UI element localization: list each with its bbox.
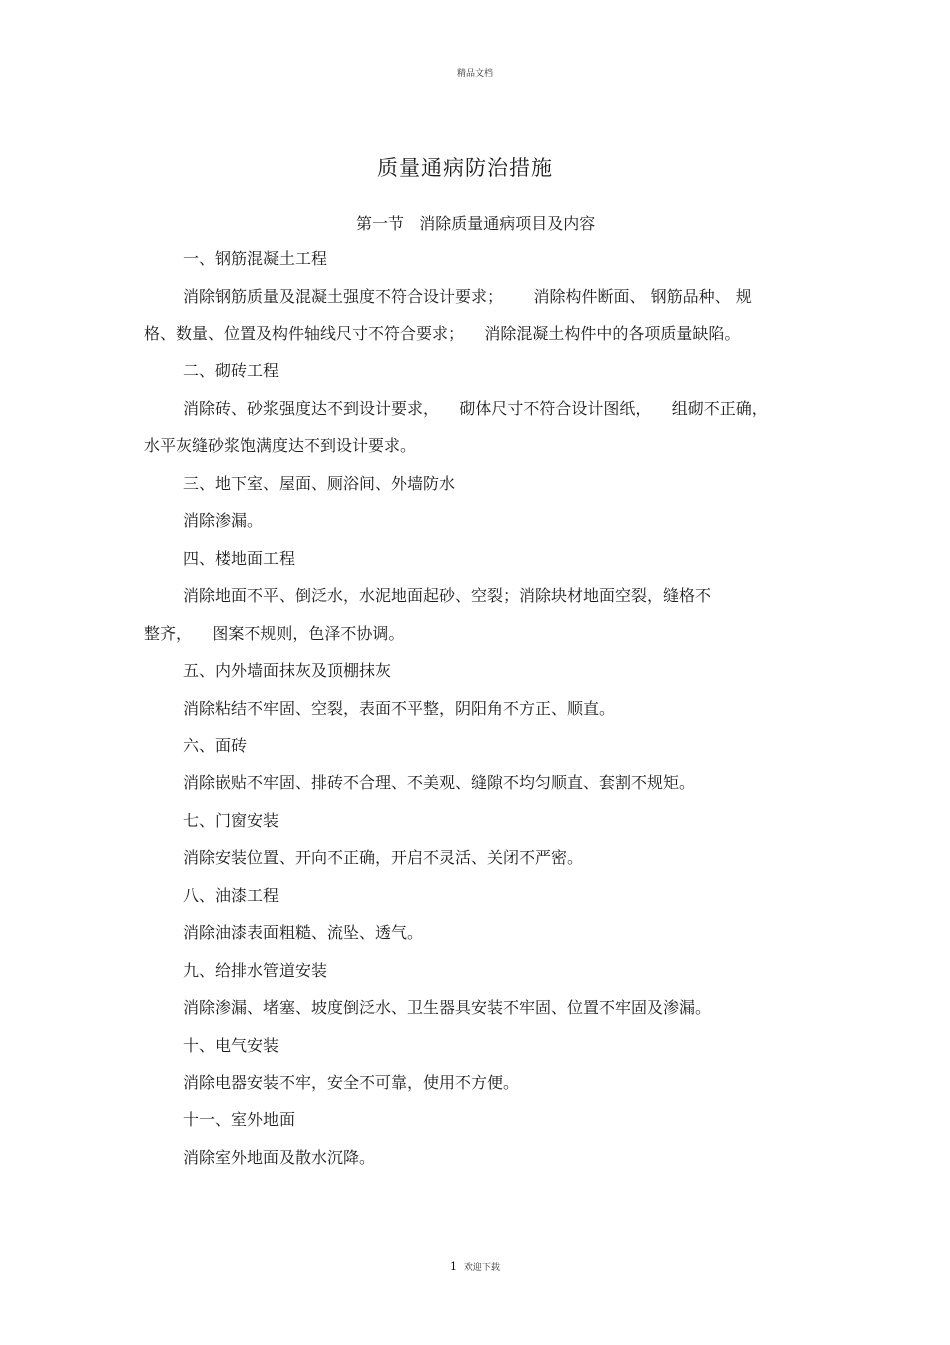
header-note: 精品文档 [456,69,493,79]
paragraph-line: 消除钢筋质量及混凝土强度不符合设计要求； 消除构件断面、 钢筋品种、 规 [183,287,752,306]
heading-item-10: 十、电气安装 [183,1036,280,1055]
document-title: 质量通病防治措施 [377,156,553,180]
paragraph-line: 消除油漆表面粗糙、流坠、透气。 [183,923,424,942]
paragraph-line: 消除渗漏。 [183,511,264,530]
paragraph-line: 消除粘结不牢固、空裂，表面不平整，阴阳角不方正、顺直。 [183,699,616,718]
heading-item-3: 三、地下室、屋面、厕浴间、外墙防水 [183,474,456,493]
heading-item-2: 二、砌砖工程 [183,361,280,380]
heading-item-4: 四、楼地面工程 [183,549,296,568]
paragraph-line: 消除砖、砂浆强度达不到设计要求， 砌体尺寸不符合设计图纸， 组砌不正确， [183,399,768,418]
heading-item-5: 五、内外墙面抹灰及顶棚抹灰 [183,661,392,680]
page-footer [0,1260,950,1273]
page-number: 1 [450,1260,458,1273]
paragraph-line: 消除电器安装不牢，安全不可靠，使用不方便。 [183,1073,520,1092]
heading-item-6: 六、面砖 [183,736,248,755]
paragraph-line: 消除地面不平、倒泛水，水泥地面起砂、空裂；消除块材地面空裂，缝格不 [183,586,712,605]
paragraph-line: 消除室外地面及散水沉降。 [183,1148,376,1167]
paragraph-line: 水平灰缝砂浆饱满度达不到设计要求。 [144,436,417,455]
paragraph-line: 消除安装位置、开向不正确，开启不灵活、关闭不严密。 [183,848,584,867]
paragraph-line: 整齐， 图案不规则，色泽不协调。 [144,624,405,643]
heading-item-7: 七、门窗安装 [183,811,280,830]
paragraph-line: 格、数量、位置及构件轴线尺寸不符合要求； 消除混凝土构件中的各项质量缺陷。 [144,324,741,343]
heading-item-8: 八、油漆工程 [183,886,280,905]
section-title: 第一节 消除质量通病项目及内容 [356,214,596,233]
heading-item-1: 一、钢筋混凝土工程 [183,249,328,268]
paragraph-line: 消除渗漏、堵塞、坡度倒泛水、卫生器具安装不牢固、位置不牢固及渗漏。 [183,998,712,1017]
heading-item-9: 九、给排水管道安装 [183,961,328,980]
paragraph-line: 消除嵌贴不牢固、排砖不合理、不美观、缝隙不均匀顺直、套割不规矩。 [183,773,696,792]
heading-item-11: 十一、室外地面 [183,1110,296,1129]
footer-note: 欢迎下载 [463,1263,500,1273]
